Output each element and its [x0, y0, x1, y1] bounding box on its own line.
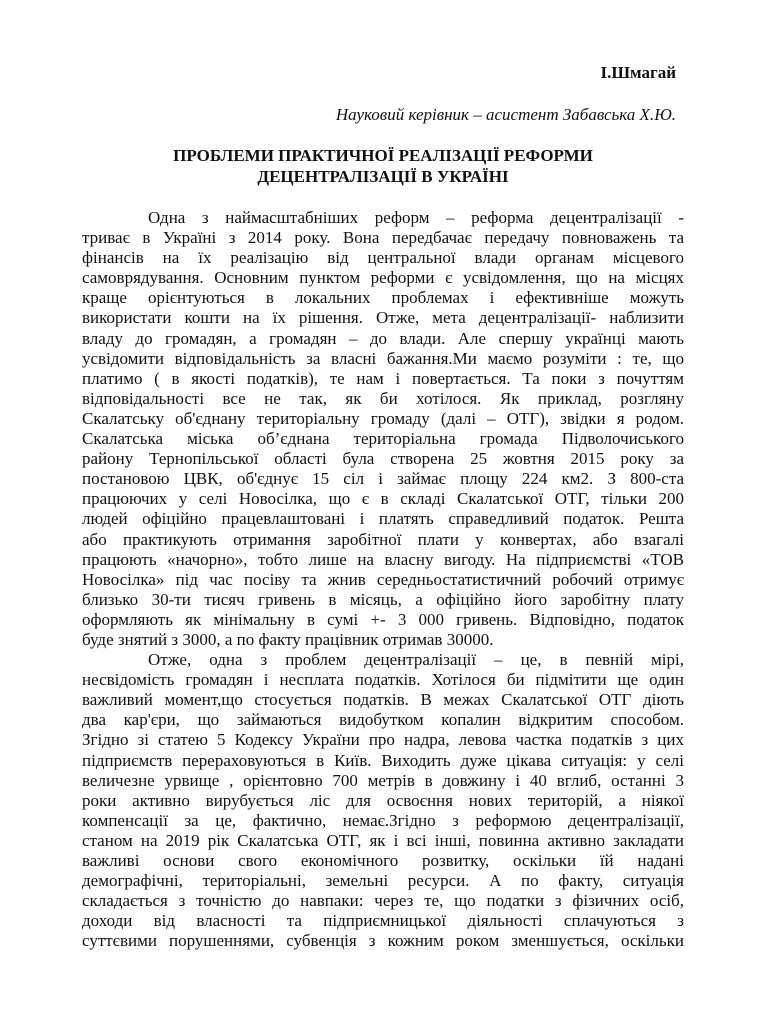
text-line: несвідомість громадян і несплата податків. Хотілося би підмітити ще один	[82, 670, 684, 690]
paragraph-1	[82, 208, 684, 650]
text-line: використати кошти на їх рішення. Отже, мета децентралізації- наблизити	[82, 308, 684, 328]
text-line: відповідальності все не так, як би хотілося. Як приклад, розгляну	[82, 388, 684, 408]
paragraph-2	[82, 650, 684, 951]
text-line: доходи від власності та підприємницької діяльності сплачуються з	[82, 911, 684, 931]
body-text	[82, 208, 684, 951]
text-line: працюючих у селі Новосілка, що є в складі Скалатської ОТГ, тільки 200	[82, 489, 684, 509]
text-line: владу до громадян, а громадян – до влади. Але спершу українці мають	[82, 328, 684, 348]
text-line: буде знятий з 3000, а по факту працівник отримав 30000.	[82, 629, 494, 649]
text-line: Згідно зі статею 5 Кодексу України про надра, левова частка податків з цих	[82, 730, 684, 750]
paper-title	[82, 145, 684, 187]
text-line: постановою ЦВК, об'єднує 15 сіл і займає площу 224 км2. З 800-ста	[82, 469, 684, 489]
text-line: величезне урвище , орієнтовно 700 метрів в довжину і 40 вглиб, останні 3	[82, 770, 684, 790]
text-line: Новосілка» під час посіву та жнив середньостатистичний робочий отримує	[82, 569, 684, 589]
text-line: людей офіційно працевлаштовані і платять справедливий податок. Решта	[82, 509, 684, 529]
text-line: самоврядування. Основним пунктом реформи є усвідомлення, що на місцях	[82, 268, 684, 288]
text-line: важливі основи свого економічного розвитку, оскільки їй надані	[82, 851, 684, 870]
paper-title-line-2: ДЕЦЕНТРАЛІЗАЦІЇ В УКРАЇНІ	[257, 167, 509, 186]
text-line: станом на 2019 рік Скалатська ОТГ, як і всі інші, повинна активно закладати	[82, 830, 684, 850]
text-line: роки активно вирубується ліс для освоєння нових територій, а ніякої	[82, 790, 684, 810]
text-line: Скалатську об'єднану територіальну громаду (далі – ОТГ), звідки я родом.	[82, 408, 684, 428]
text-line: два кар'єри, що займаються видобутком копалин відкритим способом.	[82, 710, 684, 730]
text-line: компенсації за це, фактично, немає.Згідно з реформою децентралізації,	[82, 810, 684, 830]
text-line: або практикують отримання заробітної плати у конвертах, або взагалі	[82, 529, 684, 549]
text-line: складається з точністю до навпаки: через те, що податки з фізичних осіб,	[82, 891, 684, 911]
text-line: суттєвими порушеннями, субвенція з кожним роком зменшується, оскільки	[82, 931, 684, 951]
text-line: краще орієнтуються в локальних проблемах і ефективніше можуть	[82, 288, 684, 308]
author-name: І.Шмагай	[600, 63, 676, 82]
document-page	[82, 62, 684, 951]
text-line: оформляють як мінімальну в сумі +- 3 000 гривень. Відповідно, податок	[82, 609, 684, 629]
supervisor-line: Науковий керівник – асистент Забавська Х.Ю.	[335, 105, 676, 124]
paper-title-line-1: ПРОБЛЕМИ ПРАКТИЧНОЇ РЕАЛІЗАЦІЇ РЕФОРМИ	[173, 146, 593, 165]
text-line: підприємств перераховуються в Київ. Виходить дуже цікава ситуація: у селі	[82, 750, 684, 770]
text-line: Отже, одна з проблем децентралізації – це, в певній мірі,	[148, 650, 684, 670]
text-line: працюють «начорно», тобто лише на власну вигоду. На підприємстві «ТОВ	[82, 549, 684, 569]
text-line: платимо ( в якості податків), те нам і повертається. Та поки з почуттям	[82, 368, 684, 388]
text-line: демографічні, територіальні, земельні ресурси. А по факту, ситуація	[82, 871, 684, 891]
text-line: важливий момент,що стосується податків. В межах Скалатської ОТГ діють	[82, 690, 684, 710]
text-line: близько 30-ти тисяч гривень в місяць, а офіційно його заробітну плату	[82, 589, 684, 609]
text-line: триває в Україні з 2014 року. Вона передбачає передачу повноважень та	[82, 228, 684, 248]
text-line: Одна з наймасштабніших реформ – реформа децентралізації -	[148, 208, 684, 227]
text-line: усвідомити відповідальність за власні бажання.Ми маємо розуміти : те, що	[82, 348, 684, 368]
text-line: фінансів на їх реалізацію від центральної влади органам місцевого	[82, 248, 684, 268]
text-line: Скалатська міська об’єднана територіальна громада Підволочиського	[82, 429, 684, 449]
text-line: району Тернопільської області була створена 25 жовтня 2015 року за	[82, 449, 684, 469]
